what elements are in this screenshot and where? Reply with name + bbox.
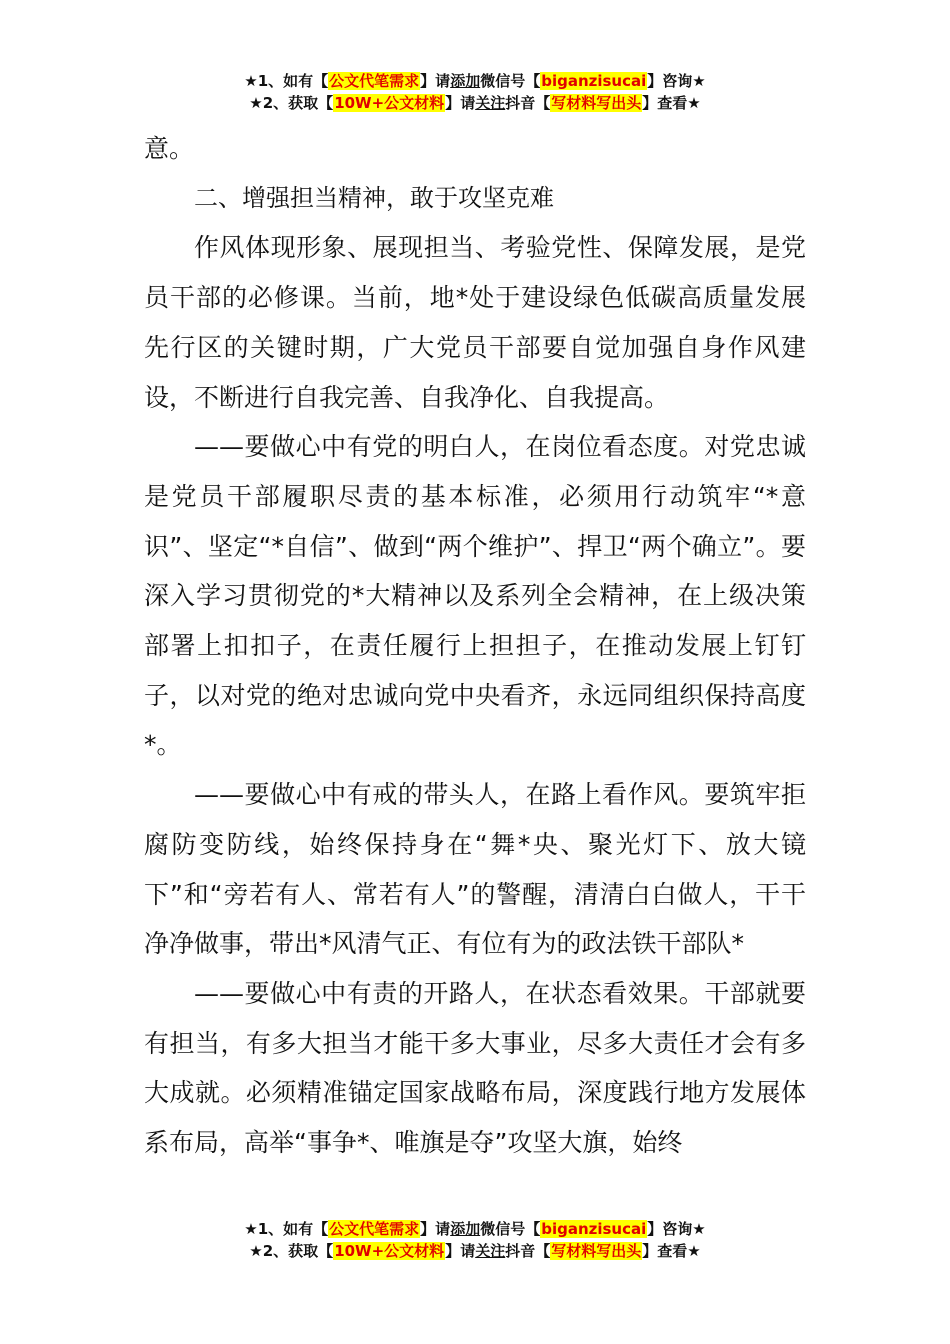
banner-highlight-douyin-account: 写材料写出头: [551, 94, 642, 112]
banner-text: 】咨询★: [647, 72, 706, 90]
banner-text: 】请: [445, 94, 476, 112]
banner-underlined-text: 添加: [450, 72, 481, 90]
banner-highlight-materials: 10W+公文材料: [334, 94, 445, 112]
banner-text: 】请: [420, 72, 451, 90]
banner-text: 】咨询★: [647, 1220, 706, 1238]
body-paragraph: 作风体现形象、展现担当、考验党性、保障发展，是党员干部的必修课。当前，地*处于建设绿色低碳高质量发展先行区的关键时期，广大党员干部要自觉加强自身作风建设，不断进行自我完善、自我净化、自我提高。: [144, 233, 806, 412]
banner-highlight-service: 公文代笔需求: [329, 72, 420, 90]
footer-banner-line-2: [0, 1240, 950, 1262]
banner-highlight-douyin-account: 写材料写出头: [551, 1242, 642, 1260]
body-paragraph: ——要做心中有责的开路人，在状态看效果。干部就要有担当，有多大担当才能干多大事业，尽多大责任才会有多大成就。必须精准锚定国家战略布局，深度践行地方发展体系布局，高举“事争*、唯旗是夺”攻坚大旗，始终: [144, 978, 806, 1158]
banner-text: ★1、如有【: [244, 1220, 329, 1238]
banner-underlined-text: 关注: [475, 1242, 506, 1260]
header-banner: [0, 70, 950, 114]
banner-underlined-text: 添加: [450, 1220, 481, 1238]
banner-text: ★1、如有【: [244, 72, 329, 90]
banner-underlined-text: 关注: [475, 94, 506, 112]
banner-text: 】请: [420, 1220, 451, 1238]
banner-text: 抖音【: [505, 94, 551, 112]
continuation-text: 意。: [144, 134, 195, 163]
banner-text: 抖音【: [505, 1242, 551, 1260]
banner-highlight-materials: 10W+公文材料: [334, 1242, 445, 1260]
footer-banner: [0, 1218, 950, 1262]
banner-text: ★2、获取【: [249, 1242, 334, 1260]
banner-highlight-service: 公文代笔需求: [329, 1220, 420, 1238]
footer-banner-line-1: [0, 1218, 950, 1240]
section-heading: 二、增强担当精神，敢于攻坚克难: [194, 183, 554, 212]
body-paragraph: ——要做心中有戒的带头人，在路上看作风。要筑牢拒腐防变防线，始终保持身在“舞*央、聚光灯下、放大镜下”和“旁若有人、常若有人”的警醒，清清白白做人，干干净净做事，带出*风清气正、有位有为的政法铁干部队*: [144, 780, 806, 959]
banner-text: 微信号【: [480, 1220, 541, 1238]
document-body: [144, 124, 806, 1168]
banner-text: 】请: [445, 1242, 476, 1260]
banner-text: ★2、获取【: [249, 94, 334, 112]
banner-text: 】查看★: [642, 94, 701, 112]
header-banner-line-2: [0, 92, 950, 114]
banner-text: 】查看★: [642, 1242, 701, 1260]
banner-text: 微信号【: [480, 72, 541, 90]
banner-highlight-wechat-id: biganzisucai: [541, 72, 647, 90]
body-paragraph: ——要做心中有党的明白人，在岗位看态度。对党忠诚是党员干部履职尽责的基本标准，必须用行动筑牢“*意识”、坚定“*自信”、做到“两个维护”、捍卫“两个确立”。要深入学习贯彻党的*大精神以及系列全会精神，在上级决策部署上扣扣子，在责任履行上担担子，在推动发展上钉钉子，以对党的绝对忠诚向党中央看齐，永远同组织保持高度*。: [144, 432, 806, 760]
banner-highlight-wechat-id: biganzisucai: [541, 1220, 647, 1238]
header-banner-line-1: [0, 70, 950, 92]
